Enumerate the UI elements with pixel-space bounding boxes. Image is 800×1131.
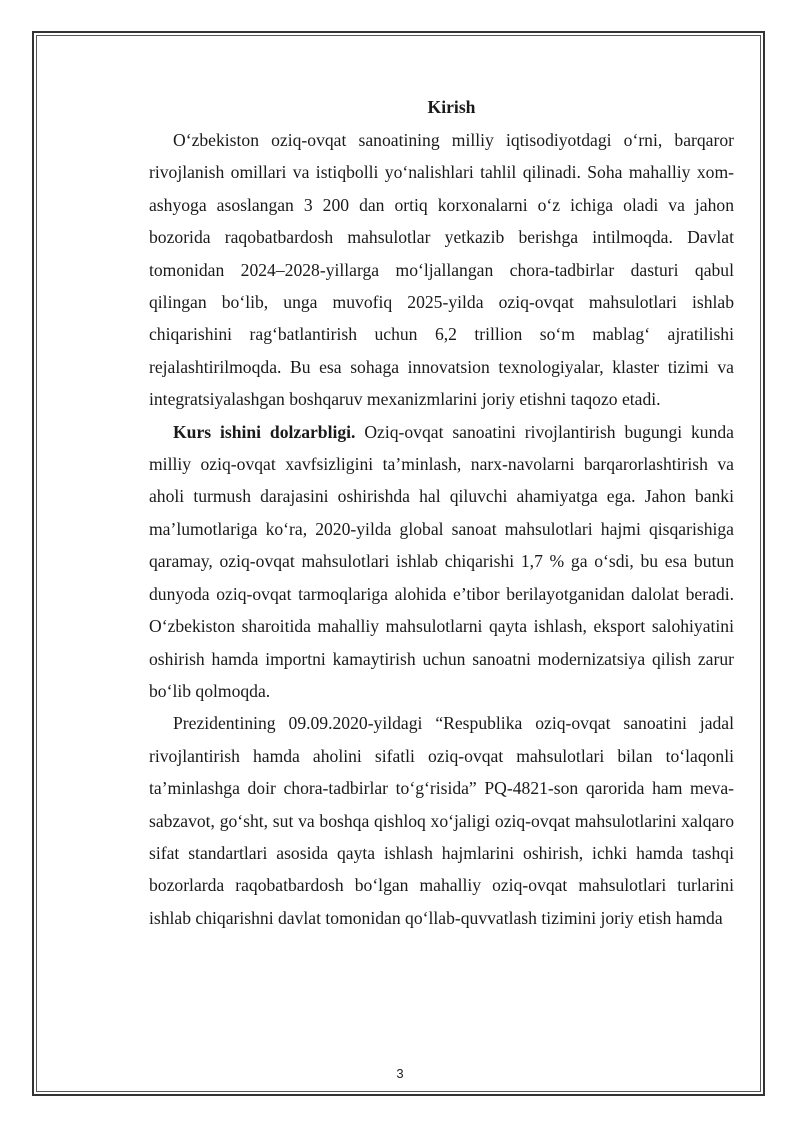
paragraph-text: Prezidentining 09.09.2020-yildagi “Respublika oziq-ovqat sanoatini jadal rivojlantirish hamda aholini sifatli oziq-ovqat mahsulotlari bilan to‘laqonli ta’minlashga doir chora-tadbirlar to‘g‘risida” PQ-4821-son qarorida ham meva-sabzavot, go‘sht, sut va boshqa qishloq xo‘jaligi oziq-ovqat mahsulotlarini xalqaro sifat standartlari asosida qayta ishlash hajmlarini oshirish, ichki hamda tashqi bozorlarda raqobatbardosh bo‘lgan mahalliy oziq-ovqat mahsulotlari turlarini ishlab chiqarishni davlat tomonidan qo‘llab-quvvatlash tizimini joriy etish hamda — [149, 713, 734, 928]
paragraph-text: Oziq-ovqat sanoatini rivojlantirish bugungi kunda milliy oziq-ovqat xavfsizligini ta’minlash, narx-navolarni barqarorlashtirish va aholi turmush darajasini oshirishda hal qiluvchi ahamiyatga ega. Jahon banki ma’lumotlariga ko‘ra, 2020-yilda global sanoat mahsulotlari hajmi qisqarishiga qaramay, oziq-ovqat mahsulotlari ishlab chiqarishi 1,7 % ga o‘sdi, bu esa butun dunyoda oziq-ovqat tarmoqlariga alohida e’tibor berilayotganidan dalolat beradi. O‘zbekiston sharoitida mahalliy mahsulotlarni qayta ishlash, eksport salohiyatini oshirish hamda importni kamaytirish uchun sanoatni modernizatsiya qilish zarur bo‘lib qolmoqda. — [149, 421, 734, 701]
page-number: 3 — [396, 1066, 404, 1081]
paragraph-text: O‘zbekiston oziq-ovqat sanoatining milliy iqtisodiyotdagi o‘rni, barqaror rivojlanish omillari va istiqbolli yo‘nalishlari tahlil qilinadi. Soha mahalliy xom-ashyoga asoslangan 3 200 dan ortiq korxonalarni o‘z ichiga oladi va jahon bozorida raqobatbardosh mahsulotlar yetkazib berishga intilmoqda. Davlat tomonidan 2024–2028-yillarga mo‘ljallangan chora-tadbirlar dasturi qabul qilingan bo‘lib, unga muvofiq 2025-yilda oziq-ovqat mahsulotlari ishlab chiqarishini rag‘batlantirish uchun 6,2 trillion so‘m mablag‘ ajratilishi rejalashtirilmoqda. Bu esa sohaga innovatsion texnologiyalar, klaster tizimi va integratsiyalashgan boshqaruv mexanizmlarini joriy etishni taqozo etadi. — [149, 130, 734, 410]
paragraph-lead: Kurs ishini dolzarbligi. — [173, 421, 356, 442]
paragraph-decree — [149, 707, 734, 934]
document-body — [149, 94, 734, 934]
paragraph-relevance — [149, 416, 734, 708]
paragraph-intro — [149, 124, 734, 416]
section-heading: Kirish — [427, 97, 476, 117]
